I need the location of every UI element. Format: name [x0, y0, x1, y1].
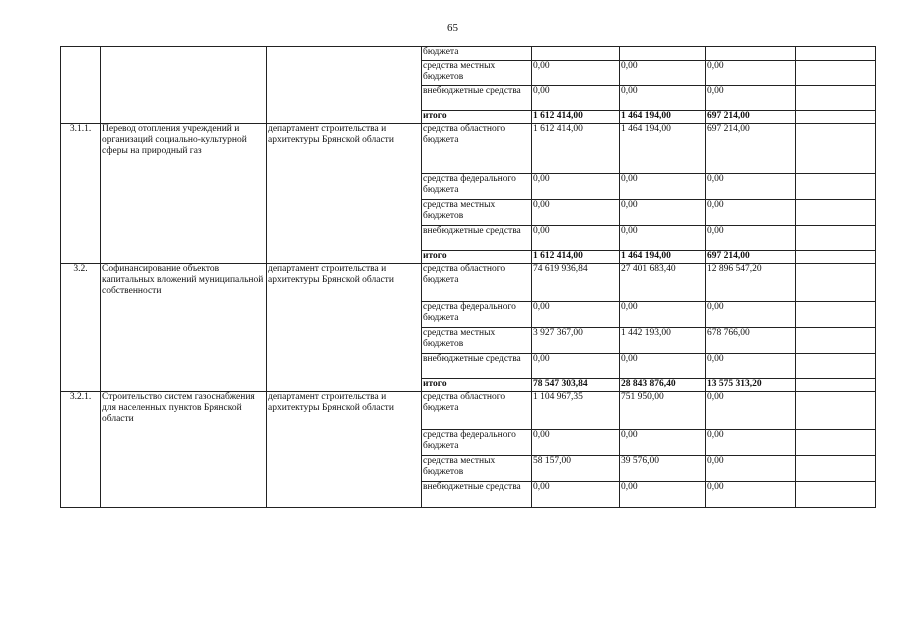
empty-cell: [796, 456, 876, 482]
amount-year-1: 58 157,00: [532, 456, 620, 482]
funding-source: средства местных бюджетов: [422, 456, 532, 482]
funding-source: внебюджетные средства: [422, 86, 532, 111]
item-title: [101, 47, 267, 124]
funding-source: внебюджетные средства: [422, 482, 532, 508]
amount-year-3: 697 214,00: [706, 111, 796, 124]
empty-cell: [796, 379, 876, 392]
amount-year-3: 0,00: [706, 86, 796, 111]
amount-year-1: 0,00: [532, 354, 620, 379]
amount-year-1: 1 612 414,00: [532, 124, 620, 174]
table-row: [61, 264, 876, 302]
amount-year-2: 0,00: [620, 86, 706, 111]
amount-year-1: [532, 47, 620, 61]
amount-year-1: 0,00: [532, 174, 620, 200]
funding-source: средства федерального бюджета: [422, 430, 532, 456]
amount-year-2: 27 401 683,40: [620, 264, 706, 302]
item-department: департамент строительства и архитектуры Брянской области: [267, 392, 422, 508]
empty-cell: [796, 354, 876, 379]
amount-year-2: 0,00: [620, 302, 706, 328]
amount-year-2: 751 950,00: [620, 392, 706, 430]
amount-year-1: 1 104 967,35: [532, 392, 620, 430]
empty-cell: [796, 111, 876, 124]
funding-source: средства областного бюджета: [422, 124, 532, 174]
item-title: Софинансирование объектов капитальных вложений муниципальной собственности: [101, 264, 267, 392]
amount-year-3: 678 766,00: [706, 328, 796, 354]
funding-source: средства федерального бюджета: [422, 174, 532, 200]
amount-year-3: 0,00: [706, 174, 796, 200]
amount-year-2: 0,00: [620, 430, 706, 456]
item-number: 3.1.1.: [61, 124, 101, 264]
empty-cell: [796, 200, 876, 226]
table-row: [61, 124, 876, 174]
amount-year-2: 0,00: [620, 61, 706, 86]
empty-cell: [796, 264, 876, 302]
item-title: Строительство систем газоснабжения для населенных пунктов Брянской области: [101, 392, 267, 508]
funding-source: средства местных бюджетов: [422, 200, 532, 226]
amount-year-1: 3 927 367,00: [532, 328, 620, 354]
amount-year-3: 697 214,00: [706, 124, 796, 174]
funding-source: средства федерального бюджета: [422, 302, 532, 328]
empty-cell: [796, 86, 876, 111]
amount-year-3: 697 214,00: [706, 251, 796, 264]
empty-cell: [796, 226, 876, 251]
funding-source: итого: [422, 251, 532, 264]
amount-year-3: 13 575 313,20: [706, 379, 796, 392]
amount-year-3: 0,00: [706, 61, 796, 86]
amount-year-1: 74 619 936,84: [532, 264, 620, 302]
empty-cell: [796, 174, 876, 200]
empty-cell: [796, 124, 876, 174]
amount-year-2: 0,00: [620, 354, 706, 379]
amount-year-1: 1 612 414,00: [532, 111, 620, 124]
empty-cell: [796, 61, 876, 86]
amount-year-3: 0,00: [706, 302, 796, 328]
amount-year-1: 0,00: [532, 200, 620, 226]
amount-year-3: 0,00: [706, 482, 796, 508]
amount-year-3: 0,00: [706, 430, 796, 456]
funding-source: средства областного бюджета: [422, 264, 532, 302]
item-department: департамент строительства и архитектуры Брянской области: [267, 124, 422, 264]
empty-cell: [796, 392, 876, 430]
amount-year-2: 1 464 194,00: [620, 111, 706, 124]
empty-cell: [796, 482, 876, 508]
amount-year-2: 39 576,00: [620, 456, 706, 482]
amount-year-3: 0,00: [706, 354, 796, 379]
item-number: [61, 47, 101, 124]
item-department: департамент строительства и архитектуры Брянской области: [267, 264, 422, 392]
amount-year-1: 1 612 414,00: [532, 251, 620, 264]
empty-cell: [796, 328, 876, 354]
amount-year-2: 0,00: [620, 200, 706, 226]
funding-source: итого: [422, 111, 532, 124]
amount-year-1: 0,00: [532, 61, 620, 86]
item-number: 3.2.: [61, 264, 101, 392]
amount-year-3: 0,00: [706, 456, 796, 482]
item-department: [267, 47, 422, 124]
empty-cell: [796, 302, 876, 328]
funding-source: бюджета: [422, 47, 532, 61]
amount-year-1: 0,00: [532, 430, 620, 456]
amount-year-2: 0,00: [620, 226, 706, 251]
amount-year-2: 28 843 876,40: [620, 379, 706, 392]
amount-year-3: 0,00: [706, 392, 796, 430]
amount-year-2: 1 464 194,00: [620, 251, 706, 264]
amount-year-1: 0,00: [532, 226, 620, 251]
empty-cell: [796, 47, 876, 61]
funding-source: средства местных бюджетов: [422, 328, 532, 354]
budget-table-body: [61, 47, 876, 508]
empty-cell: [796, 251, 876, 264]
item-number: 3.2.1.: [61, 392, 101, 508]
funding-source: итого: [422, 379, 532, 392]
table-row: [61, 47, 876, 61]
amount-year-1: 0,00: [532, 302, 620, 328]
amount-year-3: 0,00: [706, 226, 796, 251]
amount-year-1: 0,00: [532, 482, 620, 508]
amount-year-2: 1 442 193,00: [620, 328, 706, 354]
amount-year-1: 78 547 303,84: [532, 379, 620, 392]
table-row: [61, 392, 876, 430]
amount-year-2: 1 464 194,00: [620, 124, 706, 174]
amount-year-2: [620, 47, 706, 61]
budget-table: [60, 46, 876, 508]
amount-year-2: 0,00: [620, 482, 706, 508]
amount-year-3: [706, 47, 796, 61]
amount-year-3: 12 896 547,20: [706, 264, 796, 302]
funding-source: средства местных бюджетов: [422, 61, 532, 86]
amount-year-2: 0,00: [620, 174, 706, 200]
page-number: 65: [447, 22, 458, 34]
empty-cell: [796, 430, 876, 456]
funding-source: внебюджетные средства: [422, 226, 532, 251]
item-title: Перевод отопления учреждений и организаций социально-культурной сферы на природный газ: [101, 124, 267, 264]
funding-source: внебюджетные средства: [422, 354, 532, 379]
amount-year-3: 0,00: [706, 200, 796, 226]
amount-year-1: 0,00: [532, 86, 620, 111]
funding-source: средства областного бюджета: [422, 392, 532, 430]
